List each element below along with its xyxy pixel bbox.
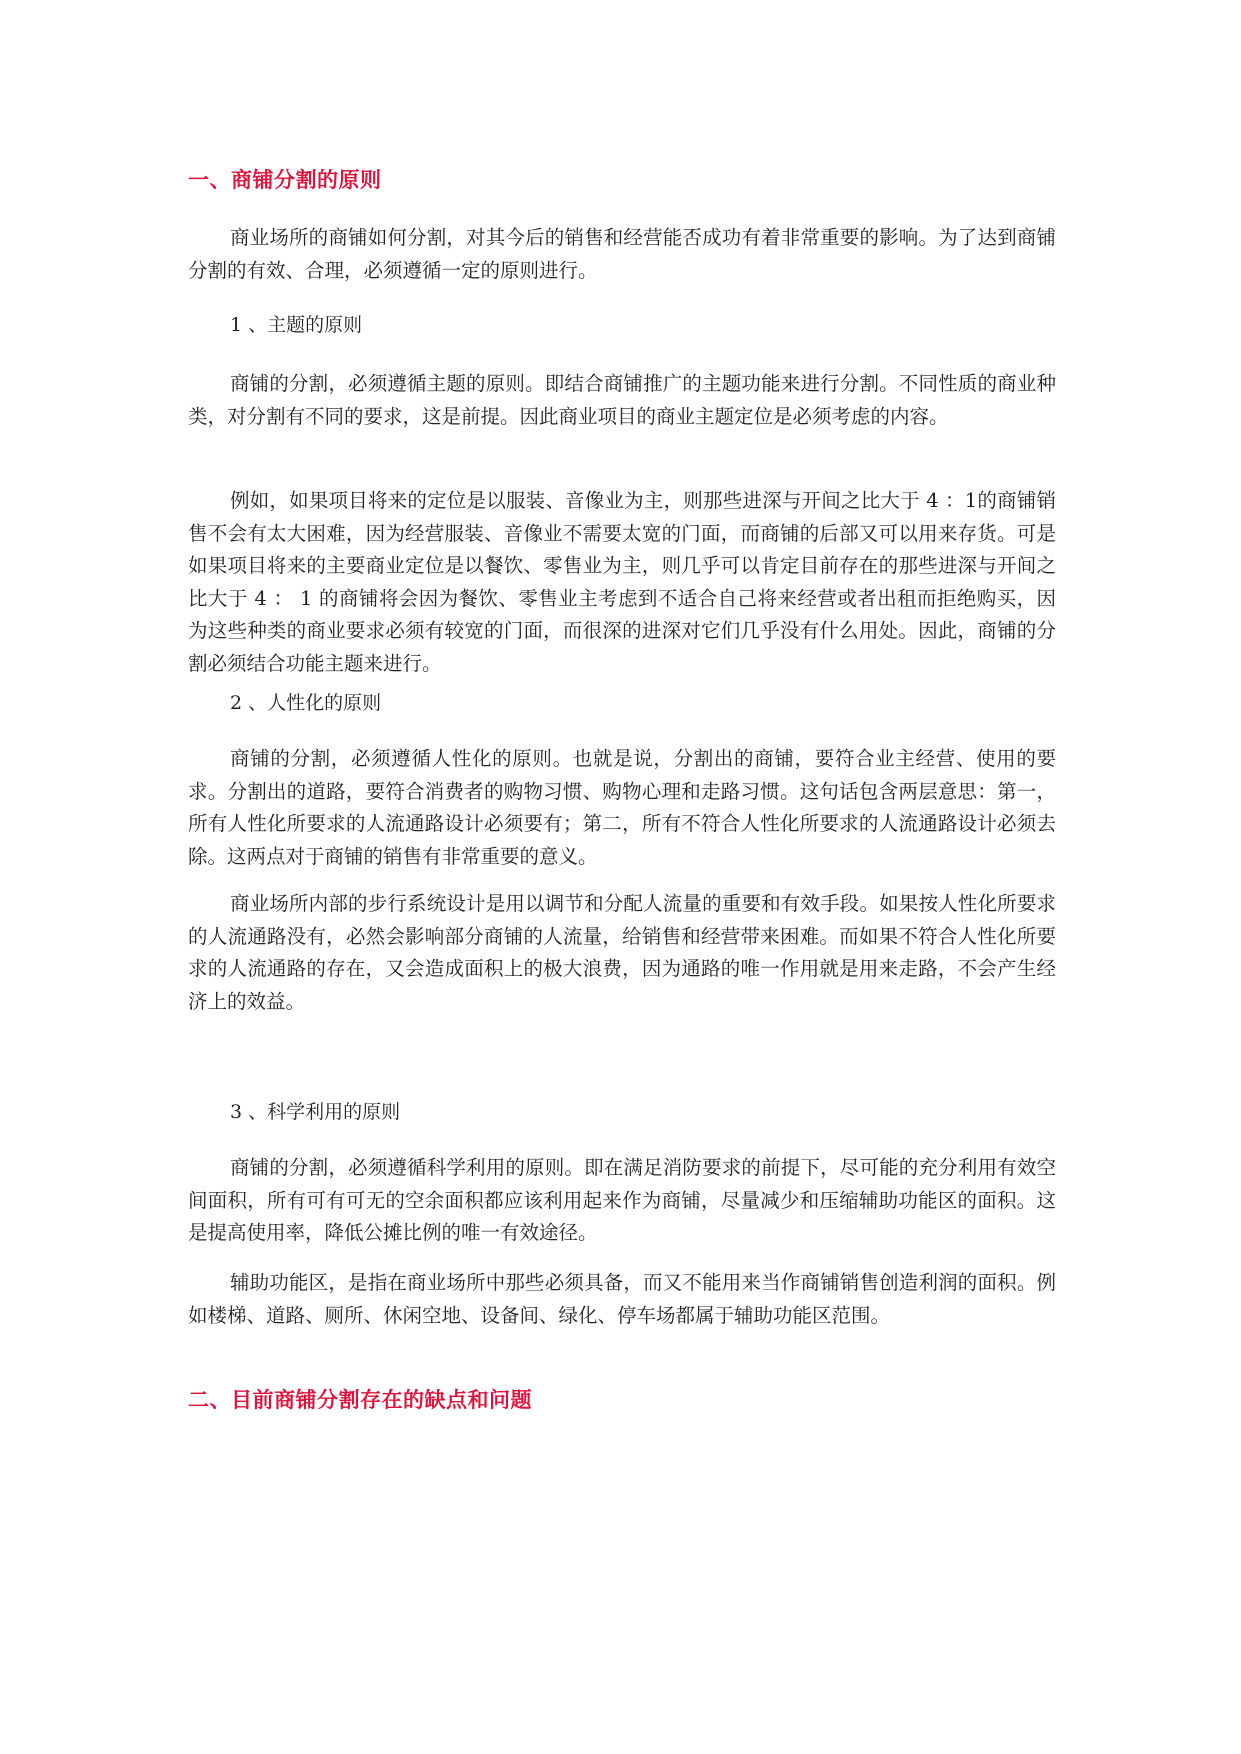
subsection-title-2: 2 、人性化的原则 — [230, 692, 382, 714]
subsection-2-paragraph-2: 商业场所内部的步行系统设计是用以调节和分配人流量的重要和有效手段。如果按人性化所要求的人流通路没有，必然会影响部分商铺的人流量，给销售和经营带来困难。而如果不符合人性化所要求的人流通路的存在，又会造成面积上的极大浪费，因为通路的唯一作用就是用来走路，不会产生经济上的效益。 — [188, 892, 1056, 1013]
subsection-1-paragraph-1: 商铺的分割，必须遵循主题的原则。即结合商铺推广的主题功能来进行分割。不同性质的商业种类，对分割有不同的要求，这是前提。因此商业项目的商业主题定位是必须考虑的内容。 — [188, 372, 1056, 428]
subsection-title-3: 3 、科学利用的原则 — [230, 1101, 401, 1123]
section-heading-2: 二、目前商铺分割存在的缺点和问题 — [188, 1388, 532, 1412]
subsection-3-paragraph-2: 辅助功能区，是指在商业场所中那些必须具备，而又不能用来当作商铺销售创造利润的面积。例如楼梯、道路、厕所、休闲空地、设备间、绿化、停车场都属于辅助功能区范围。 — [188, 1271, 1056, 1327]
subsection-title-1: 1 、主题的原则 — [230, 314, 363, 336]
subsection-3-paragraph-1: 商铺的分割，必须遵循科学利用的原则。即在满足消防要求的前提下，尽可能的充分利用有效空间面积，所有可有可无的空余面积都应该利用起来作为商铺，尽量减少和压缩辅助功能区的面积。这是提高使用率，降低公摊比例的唯一有效途径。 — [188, 1156, 1056, 1244]
section-heading-1: 一、商铺分割的原则 — [188, 168, 382, 192]
subsection-1-paragraph-2: 例如，如果项目将来的定位是以服装、音像业为主，则那些进深与开间之比大于 4 ：1的商铺销售不会有太大困难，因为经营服装、音像业不需要太宽的门面，而商铺的后部又可以用来存货。可是如果项目将来的主要商业定位是以餐饮、零售业为主，则几乎可以肯定目前存在的那些进深与开间之比大于 4 ： 1 的商铺将会因为餐饮、零售业主考虑到不适合自己将来经营或者出租而拒绝购买，因为这些种类的商业要求必须有较宽的门面，而很深的进深对它们几乎没有什么用处。因此，商铺的分割必须结合功能主题来进行。 — [188, 489, 1056, 675]
subsection-2-paragraph-1: 商铺的分割，必须遵循人性化的原则。也就是说，分割出的商铺，要符合业主经营、使用的要求。分割出的道路，要符合消费者的购物习惯、购物心理和走路习惯。这句话包含两层意思：第一，所有人性化所要求的人流通路设计必须要有；第二，所有不符合人性化所要求的人流通路设计必须去除。这两点对于商铺的销售有非常重要的意义。 — [188, 747, 1056, 868]
intro-paragraph: 商业场所的商铺如何分割，对其今后的销售和经营能否成功有着非常重要的影响。为了达到商铺分割的有效、合理，必须遵循一定的原则进行。 — [188, 226, 1056, 282]
